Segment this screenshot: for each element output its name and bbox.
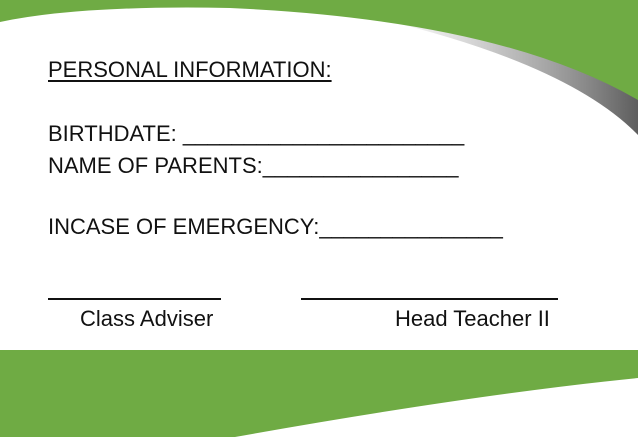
parents-field: NAME OF PARENTS:________________	[48, 153, 459, 178]
head-teacher-label: Head Teacher II	[395, 306, 550, 331]
top-swoosh-green	[0, 0, 638, 100]
head-teacher-signature-line	[301, 298, 558, 300]
emergency-field: INCASE OF EMERGENCY:_______________	[48, 214, 503, 239]
birthdate-field: BIRTHDATE: _______________________	[48, 121, 465, 146]
class-adviser-signature-line	[48, 298, 221, 300]
class-adviser-label: Class Adviser	[80, 306, 214, 331]
section-heading: PERSONAL INFORMATION:	[48, 57, 332, 82]
